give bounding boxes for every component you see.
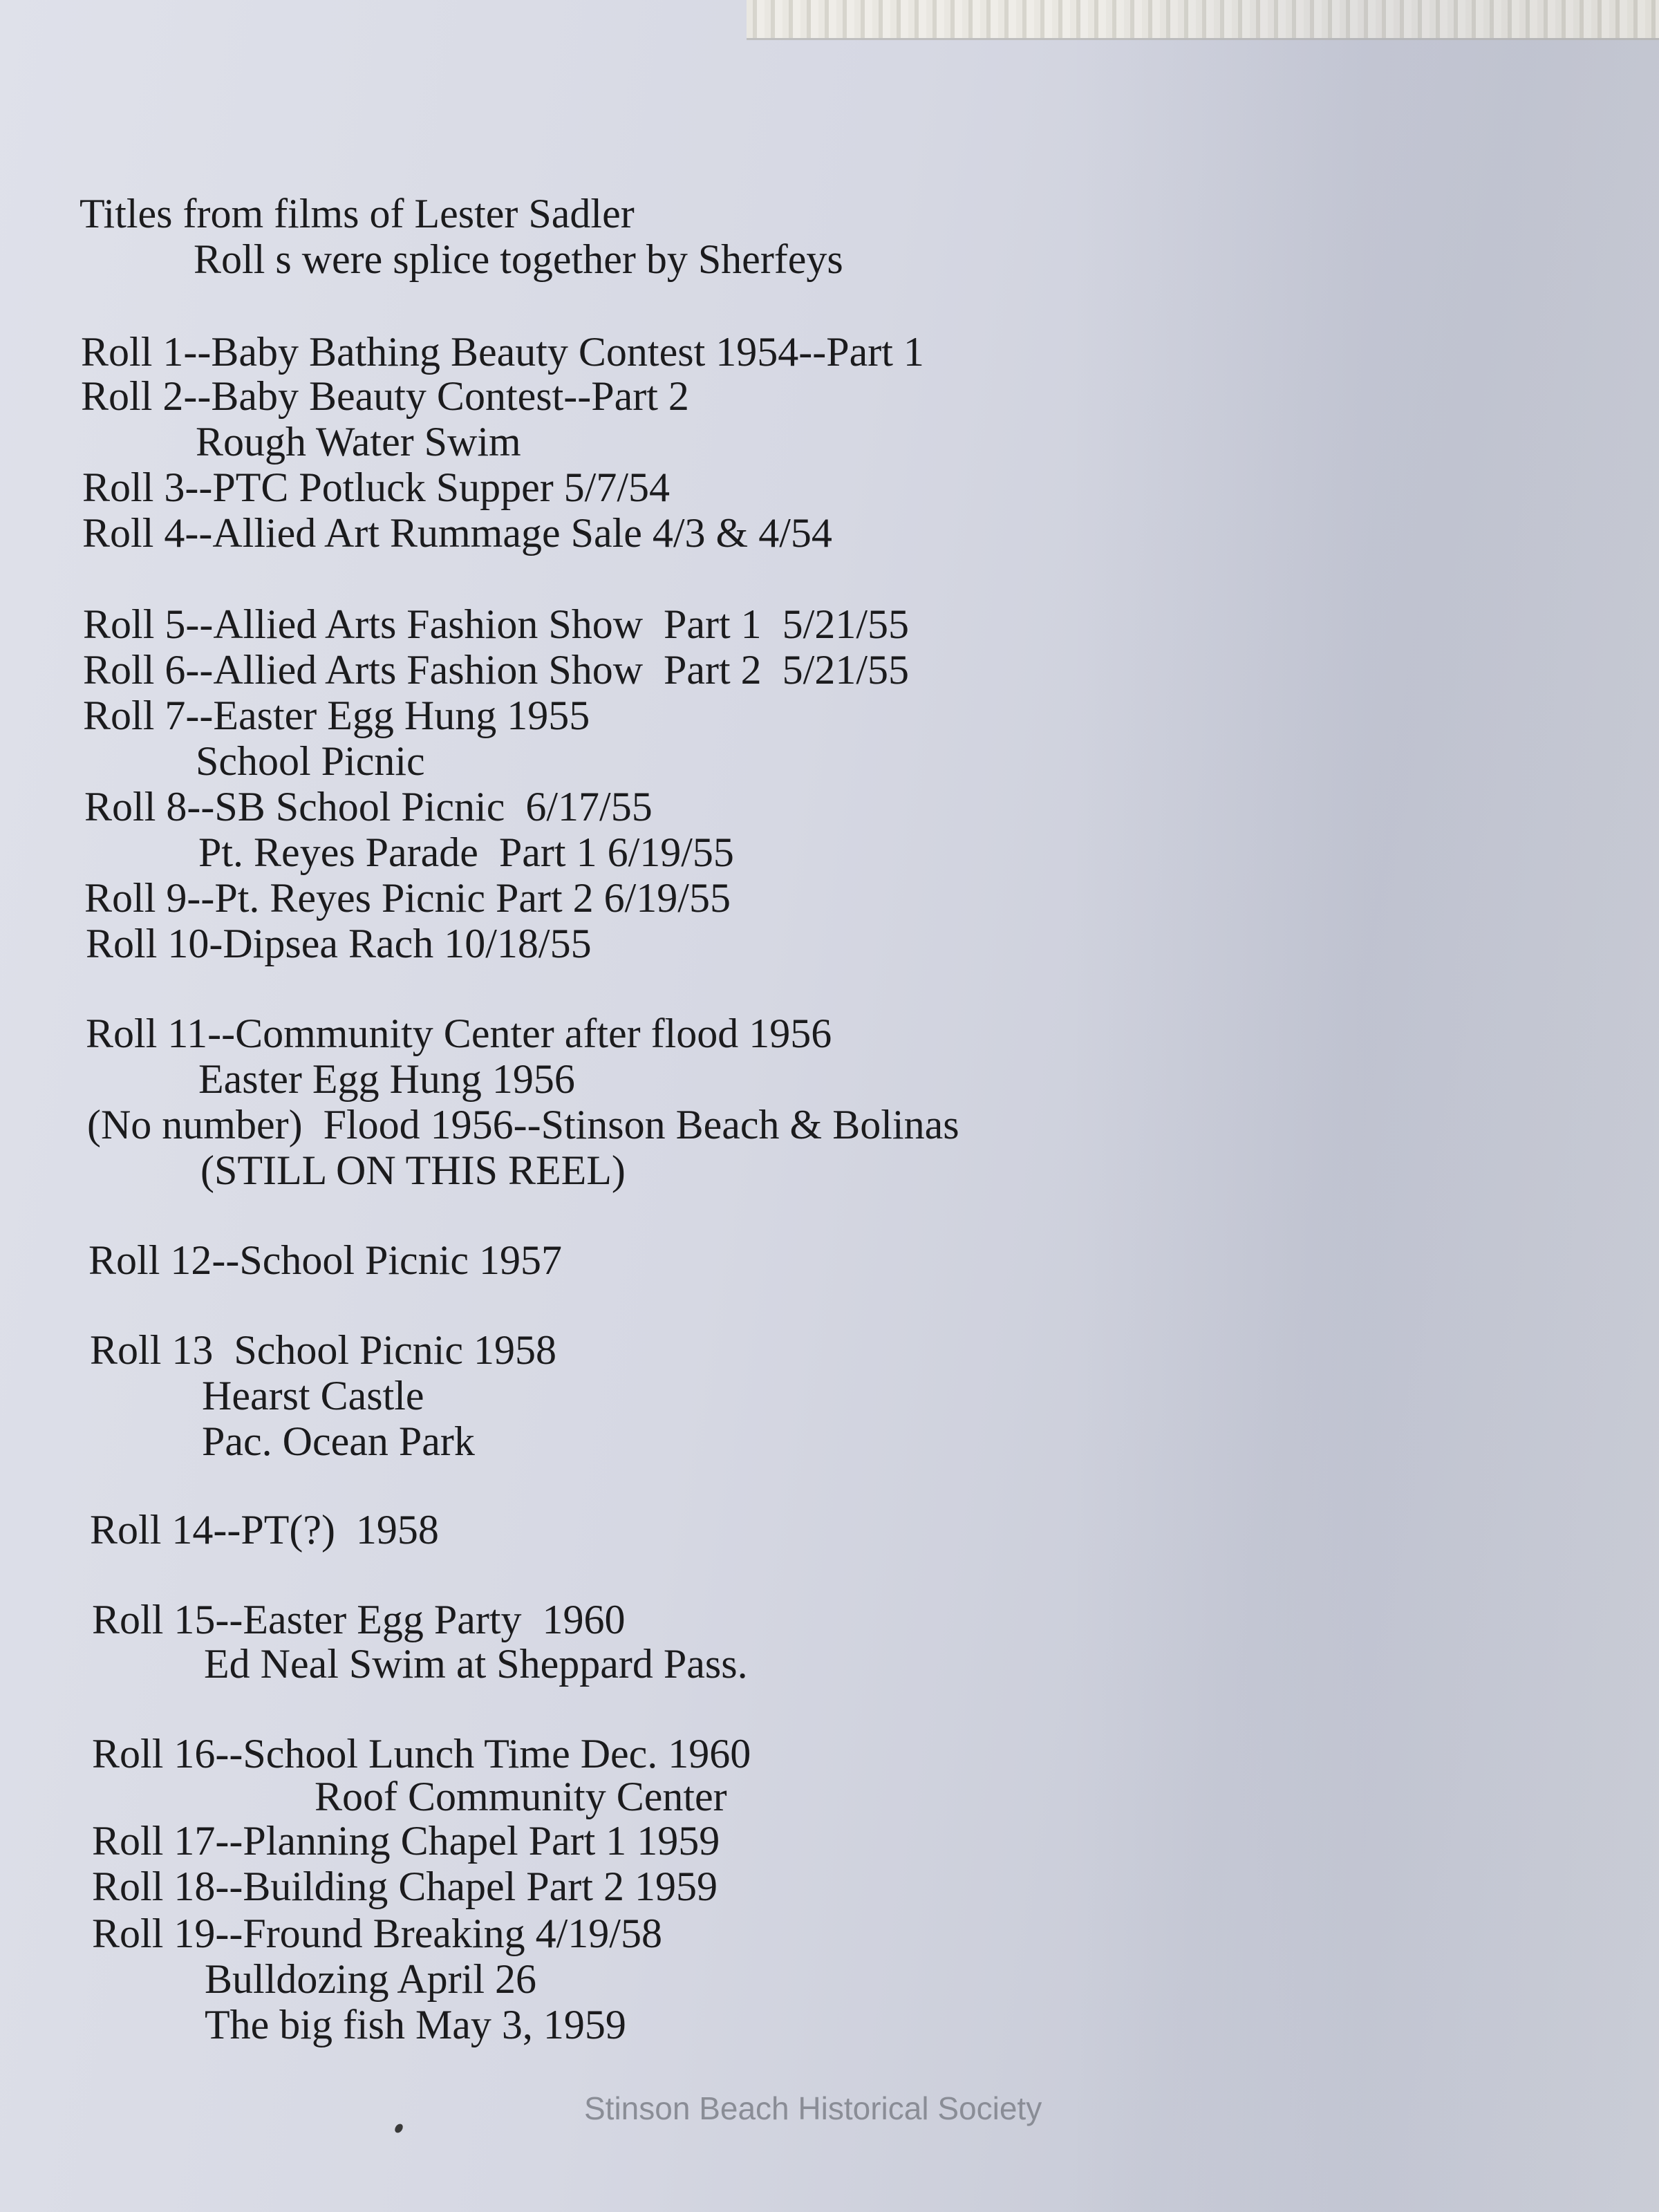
list-line: Roll 2--Baby Beauty Contest--Part 2 — [81, 373, 689, 419]
list-line: Roll 5--Allied Arts Fashion Show Part 1 5/21/55 — [83, 601, 910, 647]
list-line: Ed Neal Swim at Sheppard Pass. — [204, 1641, 748, 1687]
list-line: Roll 4--Allied Art Rummage Sale 4/3 & 4/54 — [82, 510, 832, 556]
list-line: Roll 1--Baby Bathing Beauty Contest 1954--Part 1 — [81, 329, 924, 375]
list-line: Easter Egg Hung 1956 — [198, 1056, 575, 1102]
list-line: Bulldozing April 26 — [205, 1956, 536, 2002]
list-line: Roll 7--Easter Egg Hung 1955 — [83, 693, 590, 738]
list-line: Rough Water Swim — [196, 419, 521, 465]
list-line: Roll 3--PTC Potluck Supper 5/7/54 — [82, 465, 671, 510]
list-line: Roll 9--Pt. Reyes Picnic Part 2 6/19/55 — [84, 875, 731, 921]
page-shadow — [1071, 0, 1659, 2212]
list-line: Roll 11--Community Center after flood 1956 — [86, 1011, 832, 1056]
list-line: Roll 19--Fround Breaking 4/19/58 — [92, 1911, 662, 1956]
list-line: Hearst Castle — [202, 1373, 424, 1418]
list-line: Roll 10-Dipsea Rach 10/18/55 — [86, 921, 592, 966]
list-line: Pac. Ocean Park — [202, 1418, 475, 1464]
list-line: Roof Community Center — [315, 1774, 727, 1819]
list-line: Roll 16--School Lunch Time Dec. 1960 — [92, 1731, 751, 1777]
watermark: Stinson Beach Historical Society — [584, 2090, 1042, 2126]
list-line: Roll 15--Easter Egg Party 1960 — [92, 1597, 626, 1642]
document-subtitle: Roll s were splice together by Sherfeys — [194, 236, 843, 282]
list-line: School Picnic — [196, 738, 425, 784]
list-line: The big fish May 3, 1959 — [205, 2002, 626, 2047]
list-line: Roll 18--Building Chapel Part 2 1959 — [92, 1864, 718, 1909]
list-line: Roll 14--PT(?) 1958 — [90, 1507, 439, 1553]
list-line: Pt. Reyes Parade Part 1 6/19/55 — [198, 830, 734, 875]
document-title: Titles from films of Lester Sadler — [79, 191, 635, 236]
list-line: Roll 6--Allied Arts Fashion Show Part 2 5/21/55 — [83, 647, 910, 693]
list-line: (No number) Flood 1956--Stinson Beach & Bolinas — [87, 1102, 959, 1147]
list-line: Roll 12--School Picnic 1957 — [88, 1237, 562, 1283]
list-line: Roll 13 School Picnic 1958 — [90, 1327, 556, 1373]
list-line: Roll 8--SB School Picnic 6/17/55 — [84, 784, 653, 830]
list-line: (STILL ON THIS REEL) — [200, 1147, 626, 1193]
list-line: Roll 17--Planning Chapel Part 1 1959 — [92, 1818, 720, 1864]
